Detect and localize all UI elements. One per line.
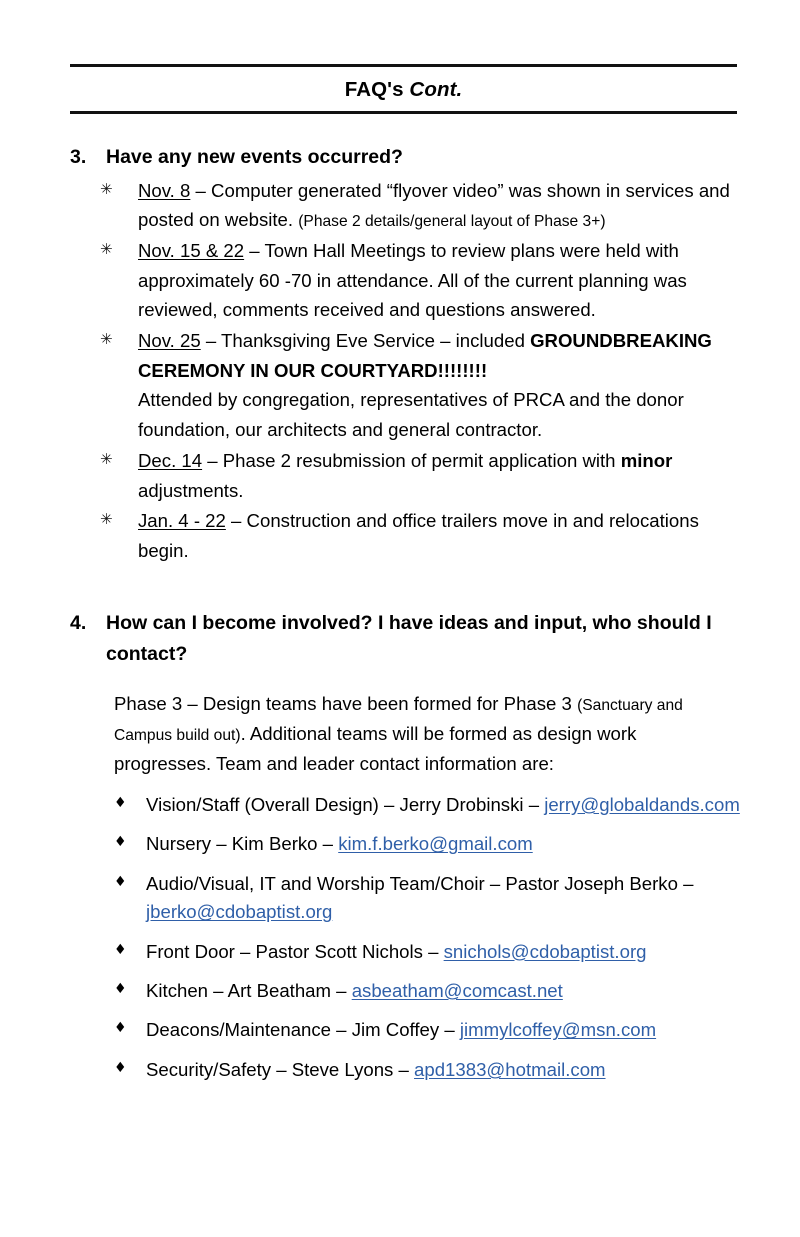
contact-role: Security/Safety – Steve Lyons –	[146, 1058, 415, 1080]
contact-entry	[146, 870, 754, 927]
event-sub-paragraph: Attended by congregation, representatives of PRCA and the donor foundation, our architects and general contractor.	[138, 389, 684, 441]
list-item-body	[138, 176, 745, 236]
list-item	[114, 830, 754, 858]
event-date: Dec. 14	[138, 449, 203, 471]
question-3-number: 3.	[70, 146, 87, 168]
contact-entry	[146, 938, 754, 966]
event-text: Town Hall Meetings to review plans were held with approximately 60 -70 in attendance. All of the current planning was reviewed, comments received and questions answered.	[138, 240, 687, 321]
asterisk-bullet-icon: ✳	[100, 510, 113, 529]
event-text-after: adjustments.	[138, 479, 244, 501]
contact-role: Front Door – Pastor Scott Nichols –	[146, 940, 444, 962]
event-emphasis: GROUNDBREAKING CEREMONY IN OUR COURTYARD!!!!!!!!	[138, 330, 712, 381]
list-item	[114, 870, 754, 927]
event-dash: –	[190, 179, 212, 201]
list-item	[114, 791, 754, 819]
event-date: Jan. 4 - 22	[138, 510, 226, 532]
paragraph-part-2: . Additional teams will be formed as design work progresses. Team and leader contact information are:	[114, 723, 637, 775]
diamond-bullet-icon: ♦	[114, 873, 127, 890]
list-item	[114, 1056, 754, 1084]
event-dash: –	[225, 510, 247, 532]
list-item	[114, 1016, 754, 1044]
list-item	[100, 236, 745, 325]
event-dash: –	[200, 330, 222, 352]
contact-role: Nursery – Kim Berko –	[146, 833, 339, 855]
event-emphasis: minor	[620, 449, 673, 471]
contact-entry	[146, 830, 754, 858]
list-item	[100, 176, 745, 236]
contact-entry	[146, 977, 754, 1005]
contact-email-link[interactable]: jimmylcoffey@msn.com	[459, 1019, 657, 1041]
contact-role: Kitchen – Art Beatham –	[146, 980, 352, 1002]
event-date: Nov. 25	[138, 330, 201, 352]
list-item-body	[138, 506, 745, 565]
contact-email-link[interactable]: jberko@cdobaptist.org	[146, 901, 333, 923]
section-spacer	[0, 566, 800, 608]
list-item	[114, 977, 754, 1005]
contact-role: Audio/Visual, IT and Worship Team/Choir – Pastor Joseph Berko –	[146, 872, 694, 894]
contact-list	[0, 791, 800, 1085]
diamond-bullet-icon: ♦	[114, 981, 127, 998]
event-text: Computer generated “flyover video” was shown in services and posted on website.	[138, 179, 730, 231]
question-3-text: Have any new events occurred?	[106, 146, 403, 168]
contact-email-link[interactable]: apd1383@hotmail.com	[414, 1058, 606, 1080]
event-note: (Phase 2 details/general layout of Phase 3+)	[298, 213, 606, 231]
contact-entry	[146, 791, 754, 819]
question-4-block	[0, 608, 800, 1085]
event-dash: –	[244, 240, 265, 262]
event-text: Thanksgiving Eve Service – included	[221, 330, 531, 352]
document-body	[0, 136, 800, 1084]
event-date: Nov. 15 & 22	[138, 240, 245, 262]
list-item	[100, 326, 745, 385]
list-item	[100, 506, 745, 565]
event-text: Phase 2 resubmission of permit application with	[222, 449, 621, 471]
question-4	[70, 608, 730, 671]
page-title-cont: Cont.	[403, 78, 463, 101]
diamond-bullet-icon: ♦	[114, 941, 127, 958]
question-4-paragraph	[114, 689, 724, 780]
contact-email-link[interactable]: kim.f.berko@gmail.com	[338, 833, 533, 855]
header-rule-bottom	[70, 111, 737, 114]
list-item-body	[138, 326, 745, 385]
event-text: Construction and office trailers move in and relocations begin.	[138, 510, 699, 561]
contact-email-link[interactable]: snichols@cdobaptist.org	[443, 940, 647, 962]
asterisk-bullet-icon: ✳	[100, 240, 113, 259]
asterisk-bullet-icon: ✳	[100, 179, 113, 198]
question-4-number: 4.	[70, 611, 87, 634]
contact-email-link[interactable]: jerry@globaldands.com	[544, 793, 740, 815]
asterisk-bullet-icon: ✳	[100, 449, 113, 468]
event-dash: –	[202, 449, 223, 471]
question-4-text: How can I become involved? I have ideas and input, who should I contact?	[106, 611, 712, 666]
list-item-body	[138, 236, 745, 325]
contact-entry	[146, 1056, 754, 1084]
asterisk-bullet-icon: ✳	[100, 330, 113, 349]
page-title-main: FAQ's	[344, 78, 404, 101]
diamond-bullet-icon: ♦	[114, 834, 127, 851]
question-3	[70, 142, 730, 174]
contact-entry	[146, 1016, 754, 1044]
contact-email-link[interactable]: asbeatham@comcast.net	[351, 980, 563, 1002]
question-3-block	[0, 142, 800, 566]
list-item	[100, 446, 745, 505]
paragraph-parenthetical: (Sanctuary and Campus build out)	[114, 696, 683, 745]
list-item-body	[138, 446, 745, 505]
paragraph-part-1: Phase 3 – Design teams have been formed for Phase 3	[114, 692, 578, 714]
diamond-bullet-icon: ♦	[114, 794, 127, 811]
diamond-bullet-icon: ♦	[114, 1020, 127, 1037]
list-item	[114, 938, 754, 966]
question-3-bullet-list	[0, 176, 800, 566]
contact-role: Vision/Staff (Overall Design) – Jerry Drobinski –	[146, 793, 545, 815]
event-date: Nov. 8	[138, 179, 191, 201]
page-title	[70, 67, 737, 111]
diamond-bullet-icon: ♦	[114, 1059, 127, 1076]
document-header	[70, 64, 737, 114]
contact-role: Deacons/Maintenance – Jim Coffey –	[146, 1019, 460, 1041]
